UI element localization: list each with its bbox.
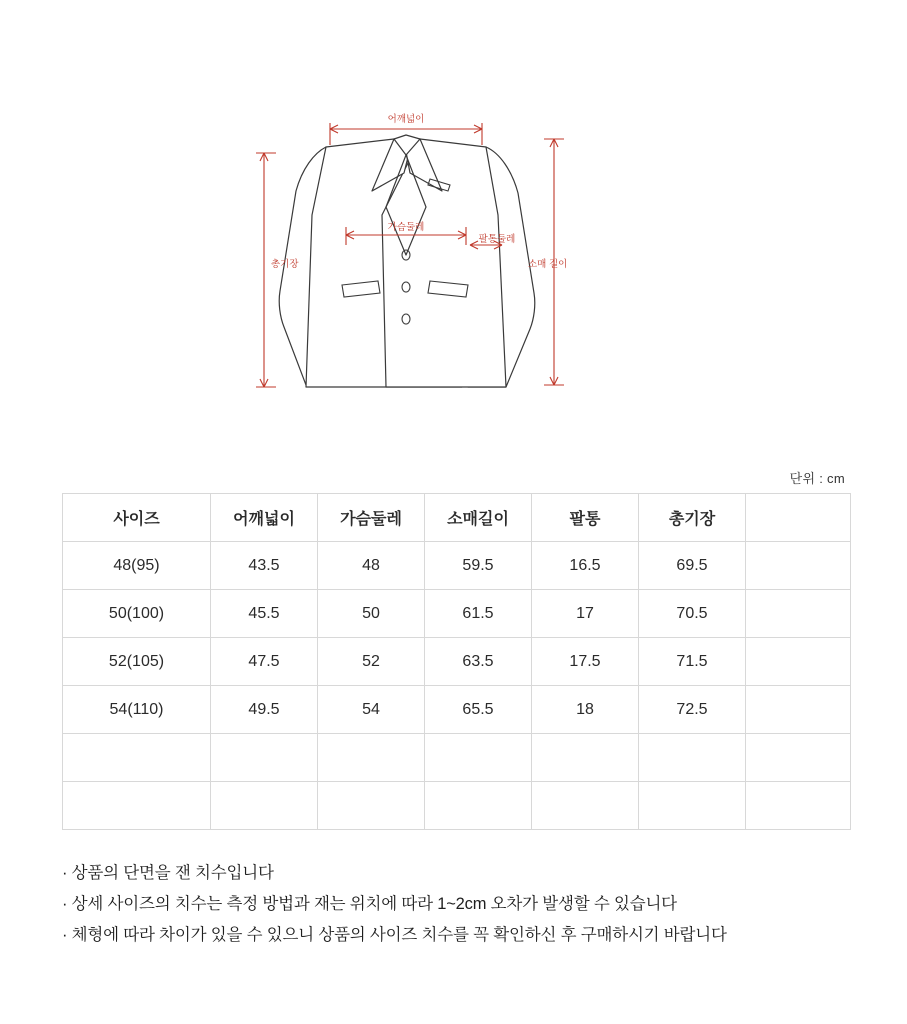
cell-chest: 54 bbox=[318, 686, 425, 734]
cell-sleeve bbox=[425, 782, 532, 830]
notes-list bbox=[62, 858, 852, 951]
cell-sleeve: 65.5 bbox=[425, 686, 532, 734]
cell-chest: 48 bbox=[318, 542, 425, 590]
cell-chest bbox=[318, 782, 425, 830]
cell-sleeve bbox=[425, 734, 532, 782]
cell-chest: 52 bbox=[318, 638, 425, 686]
cell-arm bbox=[532, 734, 639, 782]
cell-total: 72.5 bbox=[639, 686, 746, 734]
cell-arm: 16.5 bbox=[532, 542, 639, 590]
jacket-measurement-diagram bbox=[0, 95, 907, 435]
table-row bbox=[63, 638, 851, 686]
cell-total: 70.5 bbox=[639, 590, 746, 638]
th-chest: 가슴둘레 bbox=[318, 494, 425, 542]
label-chest: 가슴둘레 bbox=[387, 222, 424, 233]
cell-size: 52(105) bbox=[63, 638, 211, 686]
cell-size: 54(110) bbox=[63, 686, 211, 734]
cell-arm: 17 bbox=[532, 590, 639, 638]
cell-blank bbox=[746, 590, 851, 638]
table-row bbox=[63, 542, 851, 590]
th-blank bbox=[746, 494, 851, 542]
cell-size bbox=[63, 782, 211, 830]
cell-sleeve: 61.5 bbox=[425, 590, 532, 638]
cell-blank bbox=[746, 782, 851, 830]
table-header-row bbox=[63, 494, 851, 542]
cell-arm: 17.5 bbox=[532, 638, 639, 686]
cell-arm: 18 bbox=[532, 686, 639, 734]
cell-shoulder bbox=[211, 782, 318, 830]
cell-sleeve: 63.5 bbox=[425, 638, 532, 686]
note-line: · 체형에 따라 차이가 있을 수 있으니 상품의 사이즈 치수를 꼭 확인하신 후 구매하시기 바랍니다 bbox=[62, 926, 727, 944]
cell-size: 48(95) bbox=[63, 542, 211, 590]
cell-size: 50(100) bbox=[63, 590, 211, 638]
label-arm: 팔통둘레 bbox=[478, 234, 515, 245]
cell-size bbox=[63, 734, 211, 782]
label-total-text: 총기장 bbox=[270, 259, 299, 270]
th-shoulder: 어깨넓이 bbox=[211, 494, 318, 542]
table-row bbox=[63, 782, 851, 830]
cell-blank bbox=[746, 686, 851, 734]
cell-total bbox=[639, 782, 746, 830]
label-shoulder: 어깨넓이 bbox=[387, 114, 424, 125]
label-sleeve: 소매 길이 bbox=[527, 259, 567, 270]
cell-sleeve: 59.5 bbox=[425, 542, 532, 590]
note-line: · 상품의 단면을 잰 치수입니다 bbox=[62, 864, 274, 882]
th-arm: 팔통 bbox=[532, 494, 639, 542]
th-sleeve: 소매길이 bbox=[425, 494, 532, 542]
cell-chest bbox=[318, 734, 425, 782]
table-row bbox=[63, 686, 851, 734]
cell-blank bbox=[746, 542, 851, 590]
table-row bbox=[63, 590, 851, 638]
cell-shoulder bbox=[211, 734, 318, 782]
cell-chest: 50 bbox=[318, 590, 425, 638]
cell-total bbox=[639, 734, 746, 782]
cell-total: 71.5 bbox=[639, 638, 746, 686]
cell-shoulder: 49.5 bbox=[211, 686, 318, 734]
cell-blank bbox=[746, 638, 851, 686]
cell-total: 69.5 bbox=[639, 542, 746, 590]
th-total: 총기장 bbox=[639, 494, 746, 542]
jacket-illustration bbox=[254, 95, 654, 415]
note-line: · 상세 사이즈의 치수는 측정 방법과 재는 위치에 따라 1~2cm 오차가 발생할 수 있습니다 bbox=[62, 895, 677, 913]
cell-shoulder: 45.5 bbox=[211, 590, 318, 638]
cell-shoulder: 47.5 bbox=[211, 638, 318, 686]
th-size: 사이즈 bbox=[63, 494, 211, 542]
size-table bbox=[62, 493, 851, 830]
table-row bbox=[63, 734, 851, 782]
cell-blank bbox=[746, 734, 851, 782]
cell-arm bbox=[532, 782, 639, 830]
unit-note: 단위 : cm bbox=[789, 471, 845, 486]
cell-shoulder: 43.5 bbox=[211, 542, 318, 590]
